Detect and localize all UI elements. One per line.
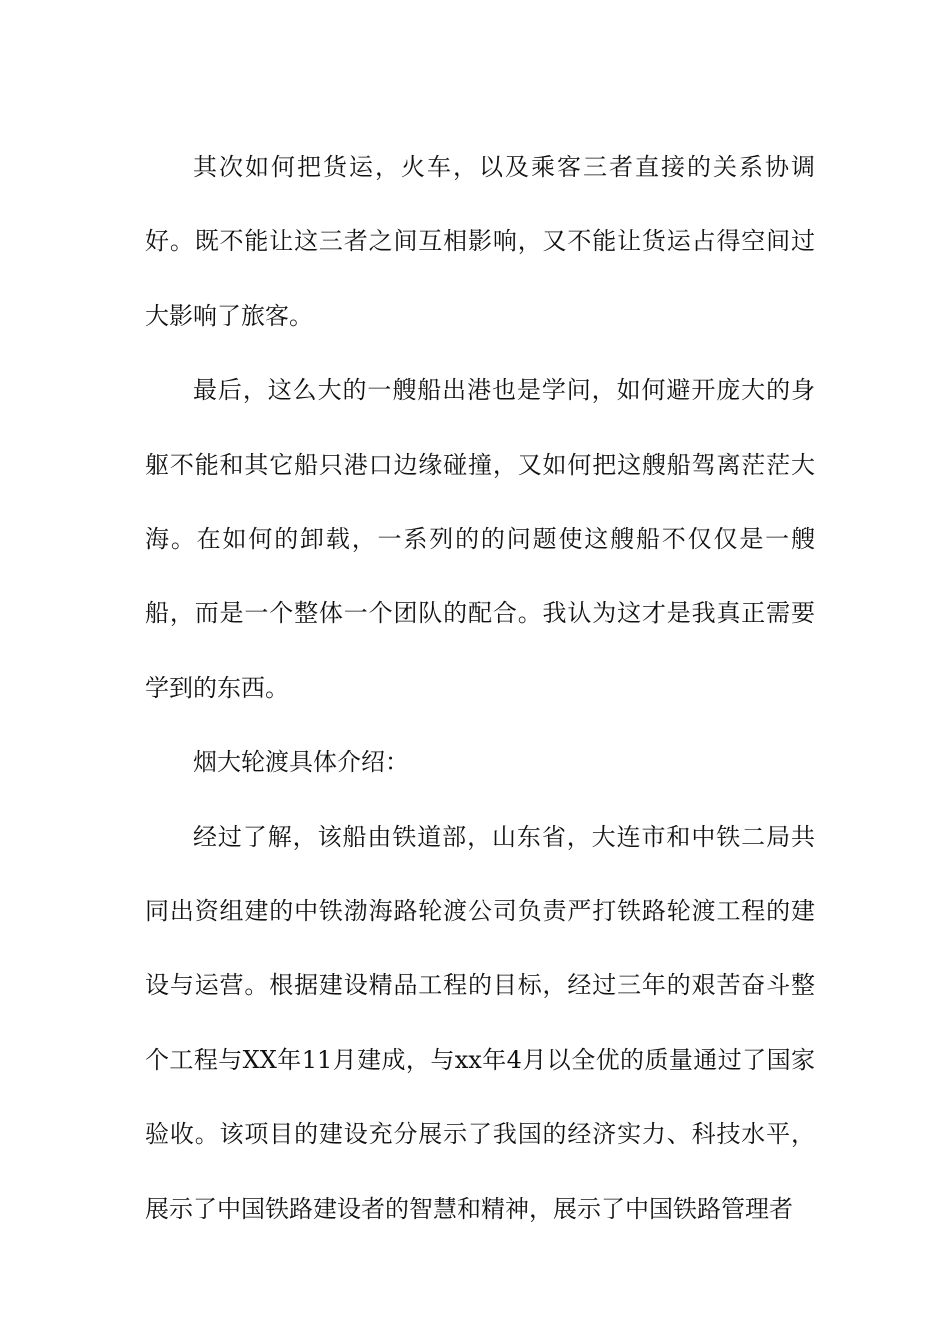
paragraph-cargo-coordination: 其次如何把货运，火车，以及乘客三者直接的关系协调好。既不能让这三者之间互相影响，又不能让货运占得空间过大影响了旅客。 bbox=[145, 153, 815, 330]
paragraph-ferry-description: 经过了解，该船由铁道部，山东省，大连市和中铁二局共同出资组建的中铁渤海路轮渡公司负责严打铁路轮渡工程的建设与运营。根据建设精品工程的目标，经过三年的艰苦奋斗整个工程与XX年11月建成，与xx年4月以全优的质量通过了国家验收。该项目的建设充分展示了我国的经济实力、科技水平，展示了中国铁路建设者的智慧和精神，展示了中国铁路管理者 bbox=[145, 822, 815, 1223]
document-body bbox=[145, 130, 815, 1246]
section-heading-ferry-intro: 烟大轮渡具体介绍： bbox=[193, 748, 409, 777]
paragraph-ship-departure: 最后，这么大的一艘船出港也是学问，如何避开庞大的身躯不能和其它船只港口边缘碰撞，又如何把这艘船驾离茫茫大海。在如何的卸载，一系列的的问题使这艘船不仅仅是一艘船，而是一个整体一个团队的配合。我认为这才是我真正需要学到的东西。 bbox=[145, 376, 815, 702]
